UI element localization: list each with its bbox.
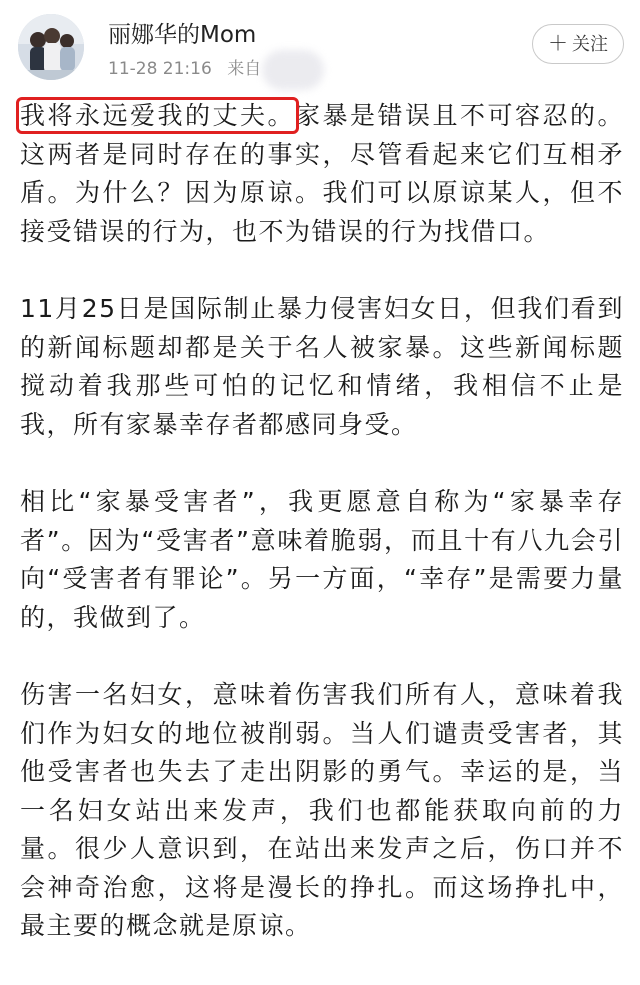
post-body <box>20 97 624 985</box>
avatar-photo-icon <box>18 14 84 80</box>
username[interactable]: 丽娜华的Mom <box>108 22 257 48</box>
plus-icon: ＋ <box>548 31 568 55</box>
blurred-source-name <box>262 50 324 90</box>
paragraph-1 <box>20 97 624 251</box>
follow-button[interactable] <box>532 24 624 64</box>
follow-label: 关注 <box>572 34 608 55</box>
highlighted-sentence: 我将永远爱我的丈夫。 <box>20 101 295 130</box>
paragraph-2: 11月25日是国际制止暴力侵害妇女日，但我们看到的新闻标题却都是关于名人被家暴。这些新闻标题搅动着我那些可怕的记忆和情绪，我相信不止是我，所有家暴幸存者都感同身受。 <box>20 294 624 439</box>
post-time: 11-28 21:16 <box>108 59 212 79</box>
paragraph-1-rest: 家暴是错误且不可容忍的。这两者是同时存在的事实，尽管看起来它们互相矛盾。为什么？因为原谅。我们可以原谅某人，但不接受错误的行为，也不为错误的行为找借口。 <box>20 101 624 246</box>
avatar[interactable] <box>18 14 84 80</box>
post-meta <box>108 58 261 80</box>
paragraph-3: 相比“家暴受害者”，我更愿意自称为“家暴幸存者”。因为“受害者”意味着脆弱，而且十有八九会引向“受害者有罪论”。另一方面，“幸存”是需要力量的，我做到了。 <box>20 487 624 632</box>
paragraph-4: 伤害一名妇女，意味着伤害我们所有人，意味着我们作为妇女的地位被削弱。当人们谴责受害者，其他受害者也失去了走出阴影的勇气。幸运的是，当一名妇女站出来发声，我们也都能获取向前的力量。很少人意识到，在站出来发声之后，伤口并不会神奇治愈，这将是漫长的挣扎。而这场挣扎中，最主要的概念就是原谅。 <box>20 680 624 940</box>
post-header <box>0 0 640 92</box>
post-source: 来自 <box>227 59 262 79</box>
